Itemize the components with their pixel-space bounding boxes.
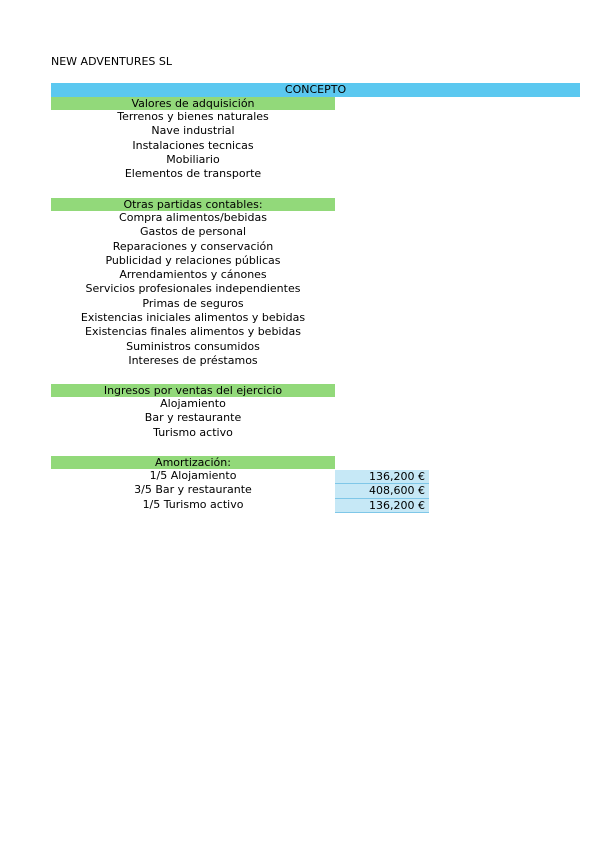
list-item: Elementos de transporte xyxy=(124,167,262,181)
value-cell: 136,200 € xyxy=(335,470,429,484)
list-item: 1/5 Alojamiento xyxy=(149,469,237,482)
list-item: Publicidad y relaciones públicas xyxy=(105,253,281,267)
list-item: Servicios profesionales independientes xyxy=(85,282,301,296)
list-item: Bar y restaurante xyxy=(144,411,242,425)
list-item: Arrendamientos y cánones xyxy=(119,268,267,282)
section-amortizacion xyxy=(51,456,335,512)
section-title: Amortización: xyxy=(51,456,335,469)
list-item: Alojamiento xyxy=(160,397,226,410)
section-title: Otras partidas contables: xyxy=(51,198,335,211)
section-adquisicion xyxy=(51,97,335,181)
list-item: Intereses de préstamos xyxy=(128,353,258,367)
list-item: Turismo activo xyxy=(153,425,233,439)
list-item: Existencias iniciales alimentos y bebidas xyxy=(80,311,306,325)
list-item: Terrenos y bienes naturales xyxy=(117,110,269,123)
company-name: NEW ADVENTURES SL xyxy=(51,55,173,68)
section-title: Ingresos por ventas del ejercicio xyxy=(51,384,335,397)
concept-header: CONCEPTO xyxy=(51,83,580,97)
amortizacion-values xyxy=(335,470,429,513)
list-item: Reparaciones y conservación xyxy=(112,239,274,253)
list-item: 1/5 Turismo activo xyxy=(142,497,244,511)
list-item: Nave industrial xyxy=(151,124,235,138)
list-item: Compra alimentos/bebidas xyxy=(119,211,267,224)
value-cell: 408,600 € xyxy=(335,484,429,498)
list-item: Existencias finales alimentos y bebidas xyxy=(85,325,301,339)
value-cell: 136,200 € xyxy=(335,499,429,513)
list-item: Suministros consumidos xyxy=(126,339,260,353)
section-ingresos xyxy=(51,384,335,440)
section-title: Valores de adquisición xyxy=(51,97,335,110)
list-item: Gastos de personal xyxy=(139,225,246,239)
list-item: Primas de seguros xyxy=(142,296,244,310)
list-item: 3/5 Bar y restaurante xyxy=(134,483,252,497)
section-otras-partidas xyxy=(51,198,335,368)
list-item: Mobiliario xyxy=(166,152,220,166)
list-item: Instalaciones tecnicas xyxy=(132,138,254,152)
